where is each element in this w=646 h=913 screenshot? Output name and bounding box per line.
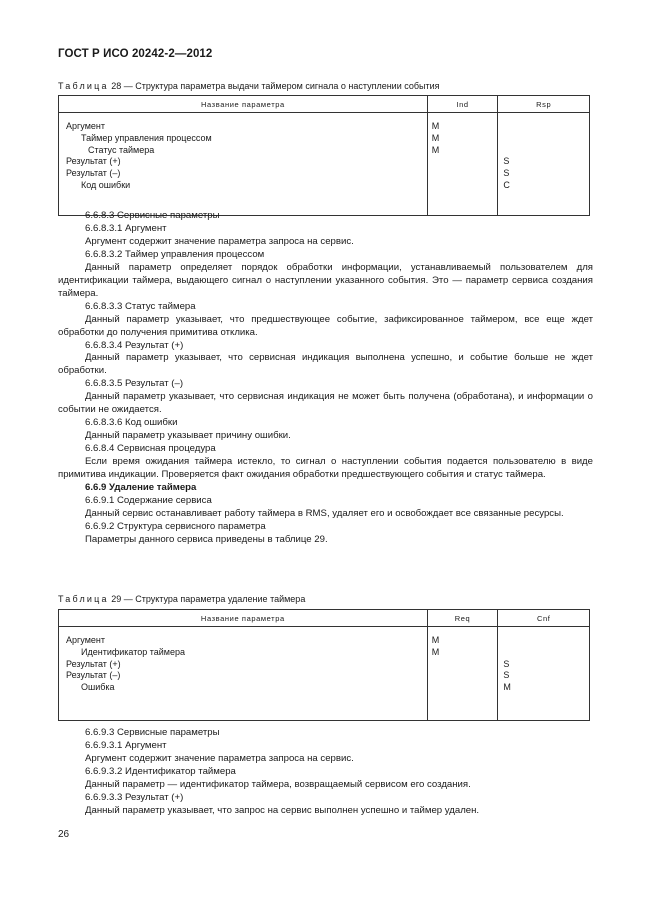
section-heading: 6.6.9.2 Структура сервисного параметра	[85, 520, 266, 532]
table-29	[58, 609, 590, 721]
table-29-cnf-column	[498, 627, 590, 721]
table-cell-value	[428, 670, 498, 682]
table-cell-value	[428, 180, 498, 192]
section-heading: 6.6.8.3.5 Результат (–)	[85, 378, 184, 390]
table-cell-value: M	[431, 132, 440, 143]
table-cell-value: M	[431, 121, 440, 131]
page-number: 26	[58, 829, 70, 840]
table-28-header-name: Название параметра	[59, 96, 428, 113]
table-cell-value	[428, 168, 498, 180]
table-cell-value: M	[431, 635, 440, 645]
table-cell-name: Код ошибки	[81, 179, 131, 190]
table-29-header-cnf: Cnf	[498, 610, 590, 627]
table-cell-value: M	[431, 646, 440, 657]
table-29-name-column	[59, 627, 428, 721]
body-section-2	[58, 727, 593, 818]
table-29-caption-text: 29 — Структура параметра удаление таймера	[111, 594, 306, 604]
table-29-caption	[58, 594, 305, 604]
table-cell-value: S	[503, 168, 510, 179]
paragraph: Данный параметр определяет порядок обработки информации, устанавливаемый пользователем для идентификации таймера, выдающего сигнал о наступлении указанного события. Это — параметр сервиса создания таймера.	[58, 261, 593, 299]
paragraph: Если время ожидания таймера истекло, то сигнал о наступлении события подается пользователю в виде примитива индикации. Проверяется факт ожидания обработки предшествующего события и статус таймера.	[58, 456, 593, 481]
table-cell-name: Аргумент	[66, 121, 105, 131]
paragraph: Аргумент содержит значение параметра запроса на сервис.	[85, 752, 354, 764]
section-heading: 6.6.8.4 Сервисная процедура	[85, 443, 216, 455]
table-28-ind-column	[427, 113, 498, 216]
table-28-header-rsp: Rsp	[498, 96, 590, 113]
paragraph: Данный параметр указывает, что предшествующее событие, зафиксированное таймером, все еще ждет обработки до получения примитива отклика.	[58, 313, 593, 338]
table-cell-value	[498, 635, 589, 647]
table-cell-name: Статус таймера	[88, 144, 155, 155]
paragraph: Данный параметр — идентификатор таймера, возвращаемый сервисом его создания.	[85, 778, 471, 790]
section-heading: 6.6.8.3.2 Таймер управления процессом	[85, 248, 265, 260]
section-heading-bold	[58, 482, 593, 495]
table-28-caption-word: Таблица	[58, 81, 109, 91]
table-29-caption-word: Таблица	[58, 594, 109, 604]
table-cell-name: Результат (+)	[66, 658, 121, 669]
paragraph: Данный параметр указывает причину ошибки.	[85, 430, 291, 442]
table-28-header-ind: Ind	[427, 96, 498, 113]
table-cell-name: Результат (+)	[66, 156, 121, 167]
section-heading-text: 6.6.9 Удаление таймера	[85, 482, 197, 494]
section-heading: 6.6.8.3.3 Статус таймера	[85, 300, 196, 312]
table-28-name-column	[59, 113, 428, 216]
table-cell-value	[428, 156, 498, 168]
table-cell-value	[428, 659, 498, 671]
table-cell-value: S	[503, 156, 510, 167]
table-cell-name: Результат (–)	[66, 168, 121, 179]
table-cell-name: Идентификатор таймера	[81, 646, 186, 657]
table-28-caption	[58, 81, 439, 91]
table-cell-value: M	[503, 682, 511, 693]
paragraph: Параметры данного сервиса приведены в таблице 29.	[85, 533, 328, 545]
paragraph: Аргумент содержит значение параметра запроса на сервис.	[85, 235, 354, 247]
section-heading: 6.6.8.3.6 Код ошибки	[85, 417, 178, 429]
table-cell-value	[428, 682, 498, 694]
paragraph: Данный параметр указывает, что сервисная индикация не может быть получена (обработана), и информации о событии не ожидается.	[58, 391, 593, 416]
table-28-caption-text: 28 — Структура параметра выдачи таймером сигнала о наступлении события	[111, 81, 440, 91]
table-cell-name: Результат (–)	[66, 670, 121, 681]
section-heading: 6.6.8.3.4 Результат (+)	[85, 339, 184, 351]
section-heading: 6.6.9.3 Сервисные параметры	[85, 727, 220, 738]
table-cell-name: Таймер управления процессом	[81, 132, 212, 143]
section-heading: 6.6.9.1 Содержание сервиса	[85, 494, 212, 506]
table-cell-value	[498, 133, 589, 145]
section-heading: 6.6.8.3.1 Аргумент	[85, 222, 167, 234]
section-heading: 6.6.9.3.2 Идентификатор таймера	[85, 765, 236, 777]
paragraph: Данный параметр указывает, что сервисная индикация выполнена успешно, и событие больше не ждет обработки.	[58, 352, 593, 377]
table-cell-value	[498, 145, 589, 157]
table-29-header-name: Название параметра	[59, 610, 428, 627]
paragraph: Данный параметр указывает, что запрос на сервис выполнен успешно и таймер удален.	[85, 804, 480, 816]
table-cell-value	[498, 647, 589, 659]
table-28	[58, 95, 590, 216]
table-28-rsp-column	[498, 113, 590, 216]
table-cell-value	[498, 121, 589, 133]
table-cell-name: Аргумент	[66, 635, 105, 645]
table-29-header-req: Req	[427, 610, 498, 627]
table-cell-value: C	[503, 179, 510, 190]
table-cell-name: Ошибка	[81, 682, 115, 693]
table-cell-value: S	[503, 670, 510, 681]
body-section-1	[58, 210, 593, 547]
section-heading: 6.6.9.3.3 Результат (+)	[85, 791, 184, 803]
section-heading: 6.6.8.3 Сервисные параметры	[85, 210, 220, 221]
section-heading: 6.6.9.3.1 Аргумент	[85, 739, 167, 751]
paragraph: Данный сервис останавливает работу таймера в RMS, удаляет его и освобождает все связанные ресурсы.	[85, 507, 564, 519]
table-cell-value: S	[503, 658, 510, 669]
document-header: ГОСТ Р ИСО 20242-2—2012	[58, 48, 213, 60]
table-29-req-column	[427, 627, 498, 721]
table-cell-value: M	[431, 144, 440, 155]
